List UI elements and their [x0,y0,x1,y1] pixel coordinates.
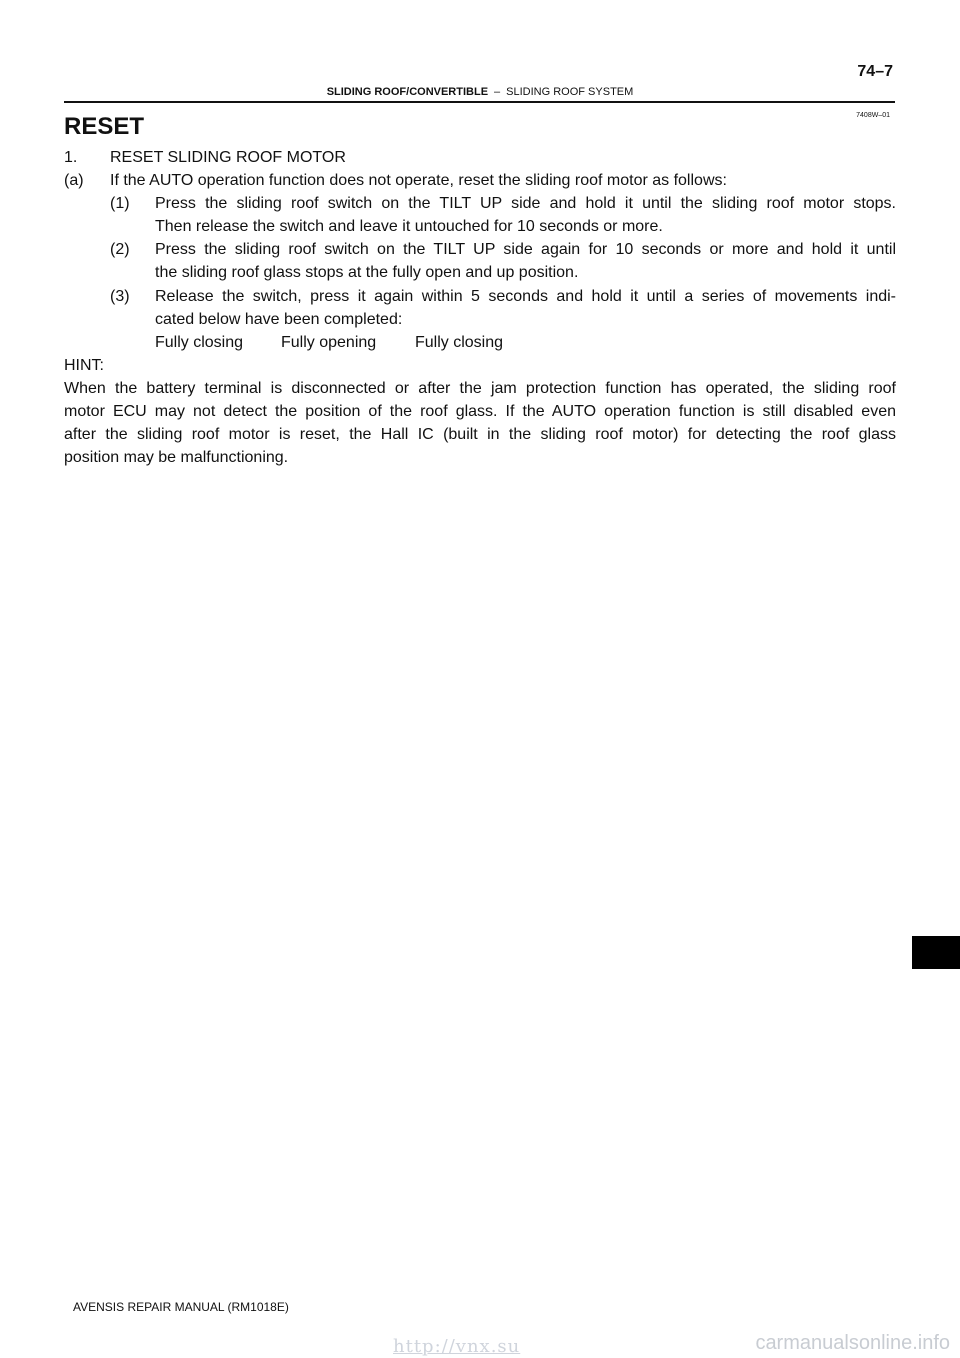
hint-line-3: after the sliding roof motor is reset, the Hall IC (built in the sliding roof motor) for detecting the roof glass [64,426,896,443]
running-header [0,86,960,99]
substep-1-line-1: Press the sliding roof switch on the TILT UP side and hold it until the sliding roof motor stops. [155,195,896,212]
watermark-site: carmanualsonline.info [755,1332,950,1354]
hint-line-2: motor ECU may not detect the position of the roof glass. If the AUTO operation function is still disabled even [64,403,896,420]
page-number: 74–7 [857,63,893,80]
sequence-item: Fully closing [155,334,244,351]
substep-2-line-1: Press the sliding roof switch on the TILT UP side again for 10 seconds or more and hold it until [155,241,896,258]
hint-line-1: When the battery terminal is disconnected or after the jam protection function has operated, the sliding roof [64,380,896,397]
header-separator: – [494,86,501,98]
step-a-label: (a) [64,172,84,189]
step-a-text: If the AUTO operation function does not operate, reset the sliding roof motor as follows: [110,172,727,189]
header-rule [64,101,895,103]
substep-1-number: (1) [110,195,130,212]
page-title: RESET [64,113,145,140]
sequence-item: Fully closing [415,334,504,351]
hint-line-4: position may be malfunctioning. [64,449,289,466]
step-1-number: 1. [64,149,78,166]
header-subsection: SLIDING ROOF SYSTEM [506,86,634,98]
substep-2-line-2: the sliding roof glass stops at the fully open and up position. [155,264,579,281]
section-thumb-tab [912,936,960,969]
step-1 [64,146,77,169]
substep-1-line-2: Then release the switch and leave it untouched for 10 seconds or more. [155,218,663,235]
watermark-link[interactable]: http://vnx.su [393,1336,521,1357]
doc-code: 7408W–01 [856,112,890,119]
step-1-title: RESET SLIDING ROOF MOTOR [110,149,346,166]
substep-3-number: (3) [110,288,130,305]
sequence-item: Fully opening [281,334,377,351]
substep-3-line-1: Release the switch, press it again within 5 seconds and hold it until a series of movements indi- [155,288,896,305]
hint-label: HINT: [64,357,104,374]
footer-manual-name: AVENSIS REPAIR MANUAL (RM1018E) [73,1300,289,1314]
substep-3-line-2: cated below have been completed: [155,311,403,328]
substep-2-number: (2) [110,241,130,258]
header-section: SLIDING ROOF/CONVERTIBLE [326,86,489,98]
